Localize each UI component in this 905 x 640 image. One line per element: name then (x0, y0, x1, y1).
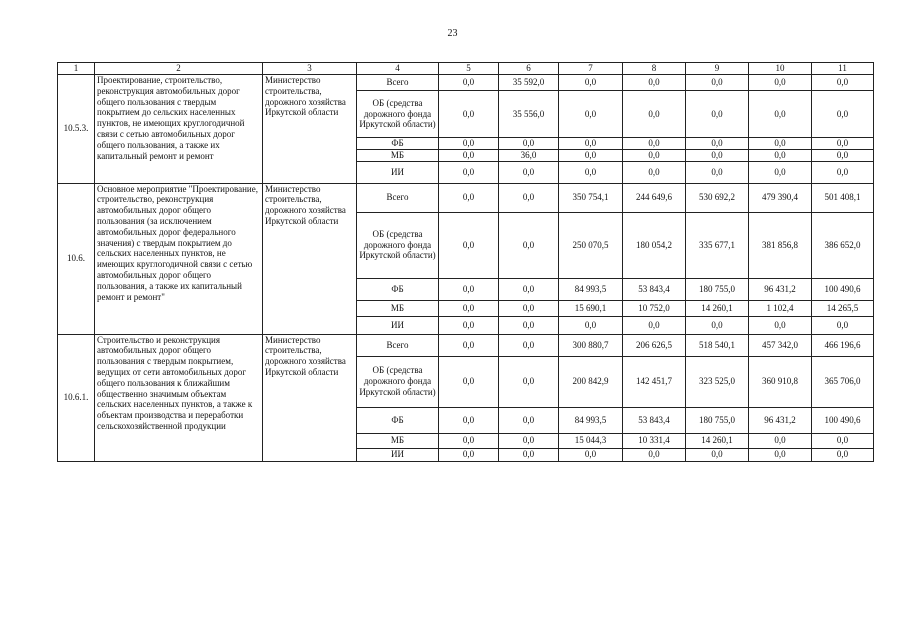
column-header: 6 (499, 63, 559, 75)
amount-cell: 0,0 (439, 183, 499, 212)
funding-source: Всего (357, 75, 439, 91)
column-header: 3 (263, 63, 357, 75)
funding-source: МБ (357, 433, 439, 448)
item-name: Строительство и реконструкция автомобильных дорог общего пользования с твердым покрытием, ведущих от сети автомобильных дорог общего пользования к ближайшим общественно значимым объектам сельских населенных пунктов, а также к объектам производства и переработки сельскохозяйственной продукции (95, 334, 263, 461)
funding-source: ФБ (357, 278, 439, 300)
amount-cell: 0,0 (686, 91, 749, 138)
amount-cell: 386 652,0 (812, 212, 874, 278)
amount-cell: 180 755,0 (686, 407, 749, 433)
amount-cell: 0,0 (559, 91, 623, 138)
item-executor: Министерство строительства, дорожного хозяйства Иркутской области (263, 334, 357, 461)
funding-source: ОБ (средства дорожного фонда Иркутской области) (357, 91, 439, 138)
funding-source: МБ (357, 300, 439, 316)
column-number-row (58, 63, 874, 75)
amount-cell: 0,0 (623, 75, 686, 91)
amount-cell: 0,0 (559, 149, 623, 161)
amount-cell: 250 070,5 (559, 212, 623, 278)
table-row (58, 75, 874, 91)
amount-cell: 0,0 (439, 300, 499, 316)
amount-cell: 10 752,0 (623, 300, 686, 316)
amount-cell: 84 993,5 (559, 407, 623, 433)
amount-cell: 14 260,1 (686, 433, 749, 448)
amount-cell: 365 706,0 (812, 356, 874, 407)
amount-cell: 15 044,3 (559, 433, 623, 448)
item-code: 10.6. (58, 183, 95, 334)
amount-cell: 0,0 (559, 448, 623, 461)
column-header: 2 (95, 63, 263, 75)
amount-cell: 360 910,8 (749, 356, 812, 407)
amount-cell: 0,0 (439, 407, 499, 433)
amount-cell: 0,0 (686, 448, 749, 461)
column-header: 10 (749, 63, 812, 75)
funding-source: Всего (357, 334, 439, 356)
amount-cell: 0,0 (499, 433, 559, 448)
amount-cell: 36,0 (499, 149, 559, 161)
amount-cell: 0,0 (749, 138, 812, 150)
column-header: 5 (439, 63, 499, 75)
amount-cell: 0,0 (439, 138, 499, 150)
amount-cell: 0,0 (623, 149, 686, 161)
funding-source: МБ (357, 149, 439, 161)
amount-cell: 335 677,1 (686, 212, 749, 278)
amount-cell: 0,0 (749, 161, 812, 183)
amount-cell: 0,0 (439, 316, 499, 334)
amount-cell: 0,0 (499, 407, 559, 433)
table-row (58, 183, 874, 212)
amount-cell: 350 754,1 (559, 183, 623, 212)
amount-cell: 0,0 (749, 316, 812, 334)
amount-cell: 0,0 (559, 75, 623, 91)
amount-cell: 0,0 (623, 161, 686, 183)
amount-cell: 0,0 (499, 448, 559, 461)
amount-cell: 100 490,6 (812, 407, 874, 433)
amount-cell: 0,0 (749, 149, 812, 161)
table-row (58, 334, 874, 356)
amount-cell: 0,0 (623, 448, 686, 461)
amount-cell: 0,0 (623, 316, 686, 334)
amount-cell: 0,0 (499, 356, 559, 407)
column-header: 4 (357, 63, 439, 75)
column-header: 9 (686, 63, 749, 75)
amount-cell: 200 842,9 (559, 356, 623, 407)
amount-cell: 14 260,1 (686, 300, 749, 316)
amount-cell: 0,0 (559, 316, 623, 334)
amount-cell: 323 525,0 (686, 356, 749, 407)
amount-cell: 0,0 (686, 138, 749, 150)
amount-cell: 0,0 (749, 91, 812, 138)
amount-cell: 0,0 (686, 75, 749, 91)
amount-cell: 0,0 (439, 75, 499, 91)
amount-cell: 0,0 (439, 212, 499, 278)
item-executor: Министерство строительства, дорожного хозяйства Иркутской области (263, 75, 357, 184)
column-header: 1 (58, 63, 95, 75)
amount-cell: 0,0 (749, 75, 812, 91)
amount-cell: 1 102,4 (749, 300, 812, 316)
amount-cell: 457 342,0 (749, 334, 812, 356)
item-name: Проектирование, строительство, реконструкция автомобильных дорог общего пользования с твердым покрытием до сельских населенных пунктов, не имеющих круглогодичной связи с сетью автомобильных дорог общего пользования, а также их капитальный ремонт и ремонт (95, 75, 263, 184)
amount-cell: 0,0 (499, 138, 559, 150)
funding-source: Всего (357, 183, 439, 212)
amount-cell: 0,0 (499, 300, 559, 316)
amount-cell: 0,0 (439, 448, 499, 461)
item-code: 10.5.3. (58, 75, 95, 184)
amount-cell: 0,0 (623, 91, 686, 138)
amount-cell: 381 856,8 (749, 212, 812, 278)
funding-source: ОБ (средства дорожного фонда Иркутской области) (357, 212, 439, 278)
funding-source: ИИ (357, 316, 439, 334)
page-number: 23 (447, 28, 458, 39)
amount-cell: 0,0 (812, 448, 874, 461)
amount-cell: 206 626,5 (623, 334, 686, 356)
amount-cell: 96 431,2 (749, 407, 812, 433)
amount-cell: 0,0 (559, 161, 623, 183)
amount-cell: 0,0 (686, 161, 749, 183)
amount-cell: 0,0 (812, 161, 874, 183)
amount-cell: 518 540,1 (686, 334, 749, 356)
amount-cell: 0,0 (499, 316, 559, 334)
amount-cell: 0,0 (812, 316, 874, 334)
amount-cell: 100 490,6 (812, 278, 874, 300)
funding-source: ИИ (357, 448, 439, 461)
item-executor: Министерство строительства, дорожного хозяйства Иркутской области (263, 183, 357, 334)
amount-cell: 530 692,2 (686, 183, 749, 212)
amount-cell: 300 880,7 (559, 334, 623, 356)
amount-cell: 0,0 (439, 433, 499, 448)
amount-cell: 0,0 (812, 75, 874, 91)
amount-cell: 0,0 (499, 212, 559, 278)
amount-cell: 53 843,4 (623, 407, 686, 433)
amount-cell: 0,0 (439, 149, 499, 161)
column-header: 8 (623, 63, 686, 75)
amount-cell: 0,0 (686, 149, 749, 161)
funding-source: ОБ (средства дорожного фонда Иркутской области) (357, 356, 439, 407)
amount-cell: 142 451,7 (623, 356, 686, 407)
amount-cell: 10 331,4 (623, 433, 686, 448)
amount-cell: 53 843,4 (623, 278, 686, 300)
amount-cell: 0,0 (686, 316, 749, 334)
item-code: 10.6.1. (58, 334, 95, 461)
amount-cell: 0,0 (749, 433, 812, 448)
amount-cell: 14 265,5 (812, 300, 874, 316)
amount-cell: 0,0 (499, 334, 559, 356)
item-name: Основное мероприятие "Проектирование, строительство, реконструкция автомобильных дорог общего пользования (за исключением автомобильных дорог федерального значения) с твердым покрытием до сельских населенных пунктов, не имеющих круглогодичной связи с сетью автомобильных дорог общего пользования, а также их капитальный ремонт и ремонт" (95, 183, 263, 334)
amount-cell: 35 592,0 (499, 75, 559, 91)
amount-cell: 180 755,0 (686, 278, 749, 300)
column-header: 7 (559, 63, 623, 75)
amount-cell: 180 054,2 (623, 212, 686, 278)
funding-source: ФБ (357, 407, 439, 433)
amount-cell: 96 431,2 (749, 278, 812, 300)
amount-cell: 0,0 (749, 448, 812, 461)
funding-source: ФБ (357, 138, 439, 150)
amount-cell: 0,0 (812, 91, 874, 138)
amount-cell: 35 556,0 (499, 91, 559, 138)
amount-cell: 0,0 (499, 161, 559, 183)
amount-cell: 0,0 (623, 138, 686, 150)
amount-cell: 0,0 (439, 334, 499, 356)
amount-cell: 0,0 (439, 161, 499, 183)
amount-cell: 466 196,6 (812, 334, 874, 356)
amount-cell: 0,0 (499, 183, 559, 212)
amount-cell: 0,0 (559, 138, 623, 150)
amount-cell: 0,0 (439, 91, 499, 138)
amount-cell: 0,0 (812, 433, 874, 448)
amount-cell: 0,0 (439, 278, 499, 300)
amount-cell: 479 390,4 (749, 183, 812, 212)
column-header: 11 (812, 63, 874, 75)
funding-source: ИИ (357, 161, 439, 183)
amount-cell: 0,0 (499, 278, 559, 300)
budget-table (57, 62, 874, 462)
amount-cell: 15 690,1 (559, 300, 623, 316)
amount-cell: 0,0 (812, 149, 874, 161)
amount-cell: 501 408,1 (812, 183, 874, 212)
amount-cell: 244 649,6 (623, 183, 686, 212)
amount-cell: 0,0 (812, 138, 874, 150)
amount-cell: 84 993,5 (559, 278, 623, 300)
amount-cell: 0,0 (439, 356, 499, 407)
